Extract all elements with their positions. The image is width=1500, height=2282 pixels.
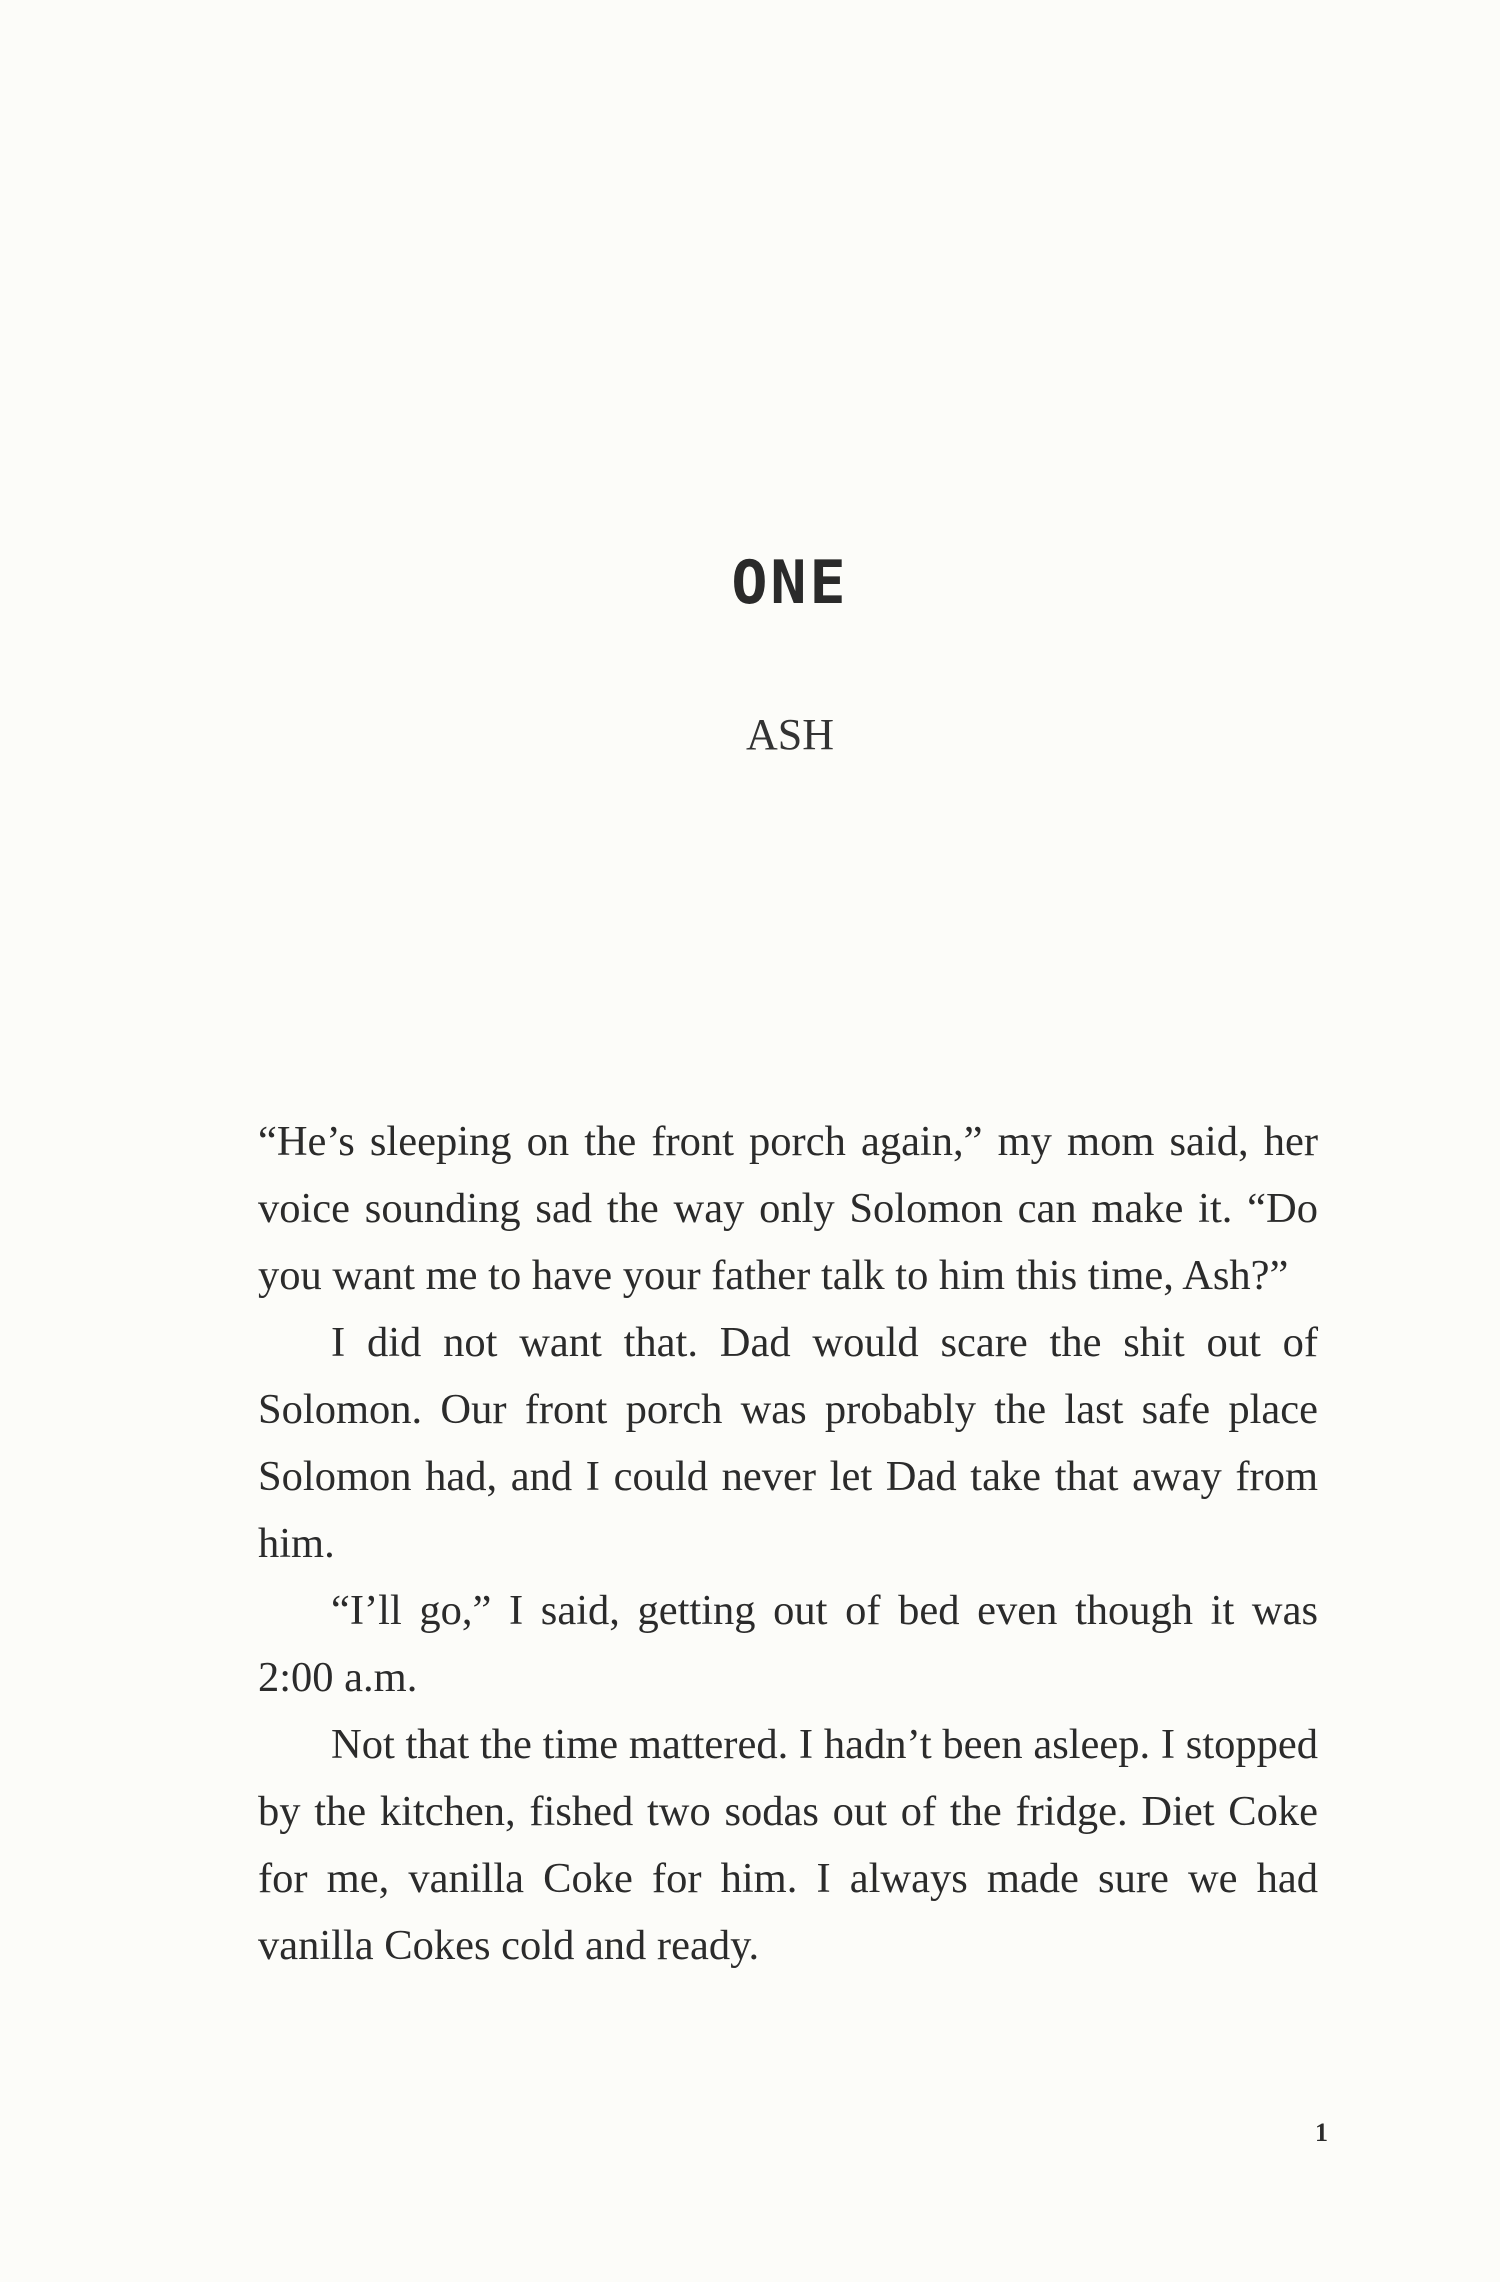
chapter-number: ONE <box>731 548 849 618</box>
paragraph: I did not want that. Dad would scare the shit out of Solomon. Our front porch was probably the last safe place Solomon had, and I could never let Dad take that away from him. <box>258 1319 1318 1567</box>
paragraph: Not that the time mattered. I hadn’t been asleep. I stopped by the kitchen, fished two sodas out of the fridge. Diet Coke for me, vanilla Coke for him. I always made sure we had vanilla Cokes cold and ready. <box>258 1721 1318 1969</box>
page-number: 1 <box>1315 2118 1328 2147</box>
paragraph: “He’s sleeping on the front porch again,” my mom said, her voice sounding sad the way only Solomon can make it. “Do you want me to have your father talk to him this time, Ash?” <box>258 1118 1318 1299</box>
chapter-body <box>258 1108 1318 1979</box>
chapter-narrator: ASH <box>745 710 835 759</box>
paragraph: “I’ll go,” I said, getting out of bed even though it was 2:00 a.m. <box>258 1587 1318 1701</box>
